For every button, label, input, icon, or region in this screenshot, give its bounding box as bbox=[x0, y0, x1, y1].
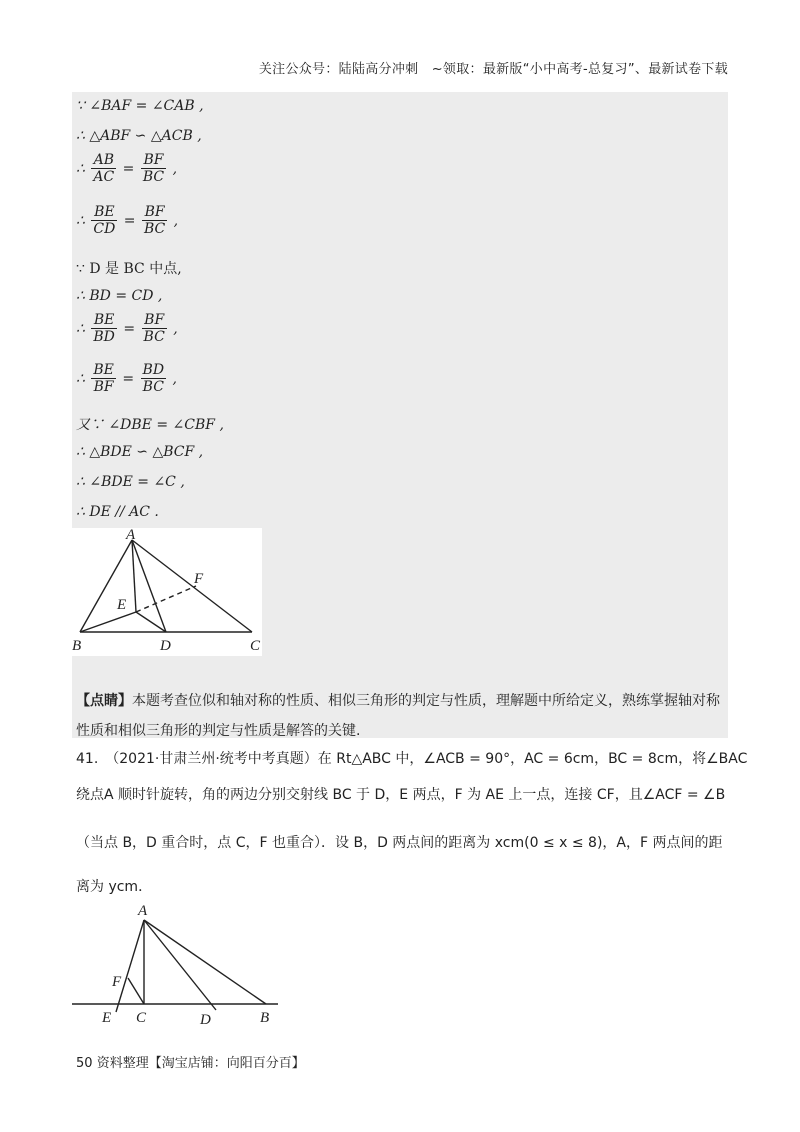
proof-fraction-line: ∴ $\frac{BE}{BF}$ = $\frac{BD}{BC}$ , bbox=[76, 362, 177, 395]
question-line: 绕点A 顺时针旋转，角的两边分别交射线 BC 于 D，E 两点，F 为 AE 上一点，连接 CF，且∠ACF = ∠B bbox=[76, 787, 726, 803]
footer-text: 资料整理【淘宝店铺：向阳百分百】 bbox=[96, 1056, 305, 1071]
page-number: 50 bbox=[76, 1056, 93, 1071]
question-line: 离为 ycm． bbox=[76, 879, 153, 895]
label-E: E bbox=[102, 1010, 112, 1026]
proof-fraction-line: ∴ $\frac{BE}{BD}$ = $\frac{BF}{BC}$ , bbox=[76, 312, 178, 345]
label-D: D bbox=[200, 1012, 211, 1028]
proof-line: 又∵ ∠DBE = ∠CBF , bbox=[76, 417, 224, 433]
label-F: F bbox=[112, 974, 122, 990]
page-header: 关注公众号：陆陆高分冲刺 ~领取：最新版“小中高考-总复习”、最新试卷下载 bbox=[258, 62, 728, 77]
label-B: B bbox=[72, 638, 82, 654]
proof-line: ∴ △BDE ∽ △BCF , bbox=[76, 444, 204, 460]
label-D: D bbox=[160, 638, 171, 654]
question-line: 41. （2021·甘肃兰州·统考中考真题）在 Rt△ABC 中，∠ACB = 90°，AC = 6cm，BC = 8cm，将∠BAC bbox=[76, 751, 748, 767]
proof-line: ∴ BD = CD , bbox=[76, 288, 163, 304]
label-A: A bbox=[138, 903, 148, 919]
label-C: C bbox=[136, 1010, 147, 1026]
proof-line: ∴ △ABF ∽ △ACB , bbox=[76, 128, 202, 144]
note-tag: 【点睛】 bbox=[76, 693, 132, 709]
label-A: A bbox=[126, 528, 136, 543]
question-line: （当点 B，D 重合时，点 C，F 也重合）．设 B，D 两点间的距离为 xcm(0 ≤ x ≤ 8)，A，F 两点间的距 bbox=[76, 835, 723, 851]
note-text: 本题考查位似和轴对称的性质、相似三角形的判定与性质，理解题中所给定义，熟练掌握轴对称性质和相似三角形的判定与性质是解答的关键. bbox=[76, 693, 720, 739]
proof-line: ∵ D 是 BC 中点, bbox=[76, 261, 182, 277]
label-F: F bbox=[194, 571, 204, 587]
proof-line: ∵ ∠BAF = ∠CAB , bbox=[76, 98, 204, 114]
proof-fraction-line: ∴ $\frac{AB}{AC}$ = $\frac{BF}{BC}$ , bbox=[76, 152, 178, 185]
label-E: E bbox=[117, 597, 127, 613]
key-point-note bbox=[76, 686, 726, 746]
geometry-figure-2 bbox=[72, 900, 282, 1030]
proof-line: ∴ ∠BDE = ∠C , bbox=[76, 474, 185, 490]
label-C: C bbox=[250, 638, 261, 654]
label-B: B bbox=[260, 1010, 270, 1026]
page-footer bbox=[76, 1052, 305, 1071]
proof-fraction-line: ∴ $\frac{BE}{CD}$ = $\frac{BF}{BC}$ , bbox=[76, 204, 179, 237]
proof-line: ∴ DE // AC . bbox=[76, 504, 159, 520]
geometry-figure-1 bbox=[72, 528, 262, 656]
